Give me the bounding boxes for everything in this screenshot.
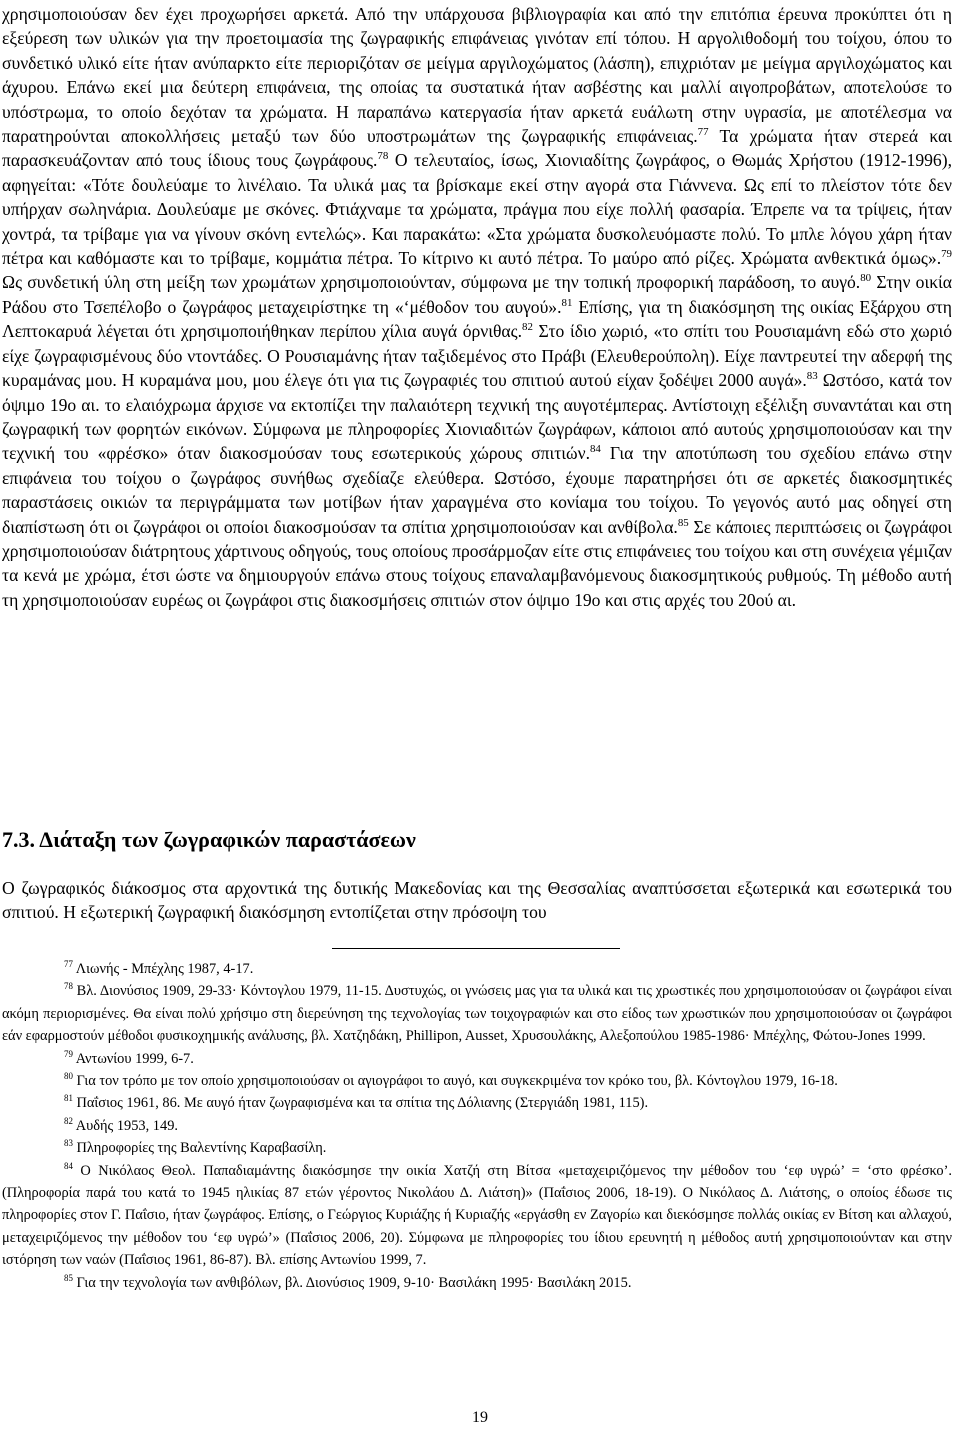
footnote-ref-79[interactable]: 79 [941,248,952,261]
body-text-segment: Ο τελευταίος, ίσως, Χιονιαδίτης ζωγράφος, ο Θωμάς Χρήστου (1912-1996), αφηγείται: «Τότε δουλεύαμε το λινέλαιο. Τα υλικά μας τα βρίσκαμε εκεί στην αγορά στα Γιάννενα. Ως επί το πλείστον τότε δεν υπήρχαν σωληνάρια. Δουλεύαμε με σκόνες. Φτιάχναμε τα χρώματα, πράγμα που είχε πολλή φασαρία. Έπρεπε να τα τρίψεις, ήταν χοντρά, τα τρίβαμε για να γίνουν σκόνη εντελώς». Και παρακάτω: «Στα χρώματα δυσκολευόμαστε πολύ. Το μπλε λόγου χάρη ήταν πέτρα και καθόμαστε και το τρίβαμε, κομμάτια πέτρα. Το κίτρινο κι αυτό πέτρα. Το μαύρο από ρίζες. Χρώματα ανθεκτικά όμως». [2,150,952,269]
footnote-81 [2,1092,952,1114]
body-text-segment: Για την αποτύπωση του σχεδίου επάνω στην επιφάνεια του τοίχου ο ζωγράφος συνήθως σχεδίαζε ελεύθερα. Ωστόσο, έχουμε παρατηρήσει ότι σε αρκετές διακοσμητικές παραστάσεις οικιών τα περιγράμματα των μοτίβων ήταν χαραγμένα στο κονίαμα του τοίχου. Το γεγονός αυτό μας οδηγεί στη διαπίστωση ότι οι ζωγράφοι οι οποίοι διακοσμούσαν τα σπίτια χρησιμοποιούσαν και ανθίβολα. [2,443,952,537]
body-text-segment: Τα χρώματα ήταν στερεά και παρασκευάζονταν από τους ίδιους τους ζωγράφους. [2,126,953,171]
section-paragraph: Ο ζωγραφικός διάκοσμος στα αρχοντικά της δυτικής Μακεδονίας και της Θεσσαλίας αναπτύσσεται εξωτερικά και εσωτερικά του σπιτιού. Η εξωτερική ζωγραφική διακόσμηση εντοπίζεται στην πρόσοψη του [2,878,952,923]
footnote-number: 84 [64,1160,73,1171]
body-text-segment: χρησιμοποιούσαν δεν έχει προχωρήσει αρκετά. Από την υπάρχουσα βιβλιογραφία και από την επιτόπια έρευνα προκύπτει ότι η εξεύρεση των υλικών για την προετοιμασία της ζωγραφικής επιφάνειας γινόταν επί τόπου. Η αργολιθοδομή του τοίχου, όπου το συνδετικό υλικό είτε ήταν ανύπαρκτο είτε περιοριζόταν σε μείγμα αργιλοχώματος (λάσπη), επιχριόταν με μείγμα αργιλοχώματος και άχυρου. Επάνω εκεί μια δεύτερη επιφάνεια, της οποίας τα συστατικά ήταν ασβέστης και μαλλί αιγοπροβάτων, αποτελούσε το υπόστρωμα, το οποίο δεχόταν τα χρώματα. Η παραπάνω κατεργασία ήταν αρκετά ευάλωτη στην υγρασία, με αποτέλεσμα να παρατηρούνται αποκολλήσεις μεταξύ των δύο υποστρωμάτων της ζωγραφικής επιφάνειας. [2,4,952,147]
body-text-segment: Ως συνδετική ύλη στη μείξη των χρωμάτων χρησιμοποιούνταν, σύμφωνα με την τοπική προφορική παράδοση, το αυγό. [2,272,861,293]
footnote-79 [2,1048,952,1070]
footnote-ref-82[interactable]: 82 [521,321,533,334]
page-number: 19 [472,1409,488,1426]
footnote-80 [2,1070,952,1092]
footnote-text: Παΐσιος 1961, 86. Με αυγό ήταν ζωγραφισμένα και τα σπίτια της Δόλιανης (Στεργιάδη 1981, 115). [72,1095,649,1112]
footnote-number: 81 [64,1093,73,1104]
footnote-ref-80[interactable]: 80 [860,272,872,285]
footnote-text: Πληροφορίες της Βαλεντίνης Καραβασίλη. [72,1140,327,1157]
footnotes [2,958,952,1294]
body-text-segment: Ωστόσο, κατά τον όψιμο 19ο αι. το ελαιόχρωμα άρχισε να εκτοπίζει την παλαιότερη τεχνική της αυγοτέμπερας. Αντίστοιχη εξέλιξη συναντάται και στη ζωγραφική των φορητών εικόνων. Σύμφωνα με πληροφορίες Χιονιαδιτών ζωγράφων, κάποιοι από αυτούς χρησιμοποιούσαν και την τεχνική του «φρέσκο» όταν διακοσμούσαν τους εσωτερικούς χώρους σπιτιών. [2,370,953,464]
footnote-ref-83[interactable]: 83 [806,370,818,383]
footnote-number: 83 [64,1138,73,1149]
footnote-text: Αυδής 1953, 149. [72,1117,178,1134]
footnote-text: Για τον τρόπο με τον οποίο χρησιμοποιούσαν οι αγιογράφοι το αυγό, και συγκεκριμένα τον κρόκο του, βλ. Κόντογλου 1979, 16-18. [72,1073,838,1090]
footnote-ref-85[interactable]: 85 [677,516,689,529]
footnote-82 [2,1115,952,1137]
footnote-83 [2,1137,952,1159]
footnote-ref-78[interactable]: 78 [377,150,389,163]
footnote-text: Βλ. Διονύσιος 1909, 29-33· Κόντογλου 1979, 11-15. Δυστυχώς, οι γνώσεις μας για τα υλικά και τις χρωστικές που χρησιμοποιούσαν οι ζωγράφοι είναι ακόμη περιορισμένες. Θα είναι πολύ χρήσιμο στη διερεύνηση της τεχνολογίας των τοιχογραφιών και στο είδος των χρωστικών που χρησιμοποιούσαν οι ζωγράφοι εάν εφαρμοστούν μέθοδοι φυσικοχημικής ανάλυσης, βλ. Χατζηδάκη, Phillipon, Ausset, Χρυσουλάκης, Αλεξοπούλου 1985-1986· Μπέχλης, Φώτου-Jones 1999. [2,983,952,1045]
body-paragraph [2,2,952,612]
footnote-text: Ο Νικόλαος Θεολ. Παπαδιαμάντης διακόσμησε την οικία Χατζή στη Βίτσα «μεταχειριζόμενος την μέθοδον του ‘εφ υγρώ’ = ‘στο φρέσκο’. (Πληροφορία παρά του κατά το 1945 ηλικίας 87 ετών γέροντος Νικολάου Δ. Λιάτση)» (Παΐσιος 2006, 18-19). Ο Νικόλαος Δ. Λιάτσης, ο οποίος έδωσε τις πληροφορίες στον Γ. Παΐσιο, ήταν ζωγράφος. Επίσης, ο Γεώργιος Κυριάζης ή Κυριαζής «εργάσθη εν Ζαγορίω και διεκόσμησε πολλάς οικίας εν Βίτση και αλλαχού, μεταχειριζόμενος την μέθοδον του ‘εφ υγρώ’» (Παΐσιος 2006, 20). Σύμφωνα με πληροφορίες του ίδιου ερευνητή η μέθοδος αυτή χρησιμοποιούνταν και στην ιστόρηση των ναών (Παΐσιος 1961, 86-87). Βλ. επίσης Αντωνίου 1999, 7. [2,1162,952,1269]
footnote-text: Για την τεχνολογία των ανθιβόλων, βλ. Διονύσιος 1909, 9-10· Βασιλάκη 1995· Βασιλάκη 2015. [72,1274,632,1291]
footnote-divider [332,948,620,949]
body-text-segment: Στην οικία Ράδου στο Τσεπέλοβο ο ζωγράφος μεταχειρίστηκε τη «‘μέθοδον του αυγού». [2,272,953,317]
footnote-ref-84[interactable]: 84 [589,443,601,456]
footnote-84 [2,1160,952,1272]
section-heading: 7.3. Διάταξη των ζωγραφικών παραστάσεων [2,827,416,852]
body-text-segment: Επίσης, για τη διακόσμηση της οικίας Εξάρχου στη Λεπτοκαρυά λέγεται ότι χρησιμοποιήθηκαν περίπου χίλια αυγά όρνιθας. [2,296,953,342]
body-text-segment: Στο ίδιο χωριό, «το σπίτι του Ρουσιαμάνη εδώ στο χωριό είχε ζωγραφισμένους δύο ντοντάδες. Ο Ρουσιαμάνης ήταν ταξιδεμένος στο Πράβι (Ελευθερούπολη). Είχε παντρευτεί την αδερφή της κυραμάνας μου. Η κυραμάνα μου, μου έλεγε ότι για τις ζωγραφιές του σπιτιού αυτού είχαν ξοδέψει 2000 αυγά». [2,321,952,391]
footnote-77 [2,958,952,980]
footnote-number: 78 [64,981,73,992]
footnote-text: Αντωνίου 1999, 6-7. [72,1050,194,1067]
footnote-85 [2,1272,952,1294]
footnote-ref-77[interactable]: 77 [697,126,709,139]
footnote-number: 79 [64,1048,73,1059]
footnote-number: 85 [64,1272,73,1283]
body-text-segment: Σε κάποιες περιπτώσεις οι ζωγράφοι χρησιμοποιούσαν διάτρητους χάρτινους οδηγούς, τους οποίους προσάρμοζαν είτε στις επιφάνειες του τοίχου και στη συνέχεια γέμιζαν τα κενά με χρώμα, έτσι ώστε να δημιουργούν επάνω στους τοίχους επαναλαμβανόμενους διακοσμητικούς ρυθμούς. Τη μέθοδο αυτή τη χρησιμοποιούσαν ευρέως οι ζωγράφοι στις διακοσμήσεις σπιτιών στον όψιμο 19ο και στις αρχές του 20ού αι. [2,516,952,610]
footnote-text: Λιωνής - Μπέχλης 1987, 4-17. [72,961,254,977]
footnote-78 [2,980,952,1047]
footnote-number: 82 [64,1116,73,1127]
footnote-ref-81[interactable]: 81 [561,297,573,310]
footnote-number: 80 [64,1071,73,1082]
footnote-number: 77 [64,959,73,970]
